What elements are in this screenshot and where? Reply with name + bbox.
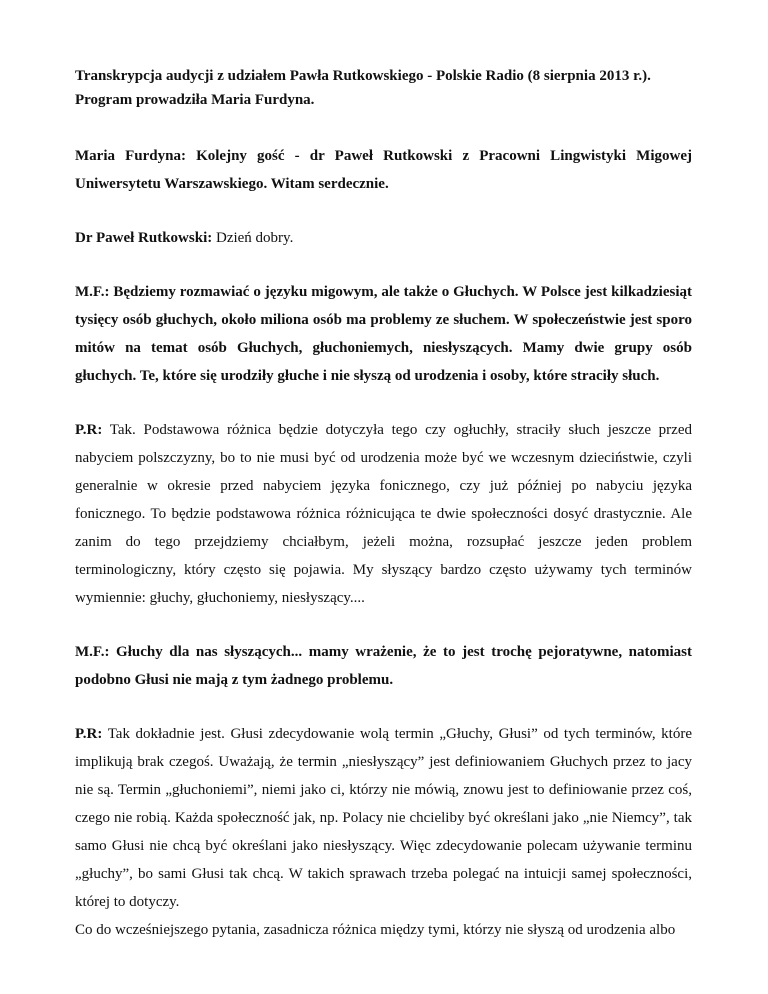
speaker-label: Dr Paweł Rutkowski: <box>75 230 213 246</box>
header-line-1: Transkrypcja audycji z udziałem Pawła Rutkowskiego - Polskie Radio (8 sierpnia 2013 r.). <box>75 68 651 84</box>
document-page <box>75 64 692 944</box>
speaker-label: P.R: <box>75 422 103 438</box>
document-header <box>75 64 692 112</box>
paragraph-pr-answer-1 <box>75 416 692 612</box>
paragraph-pr-continuation: Co do wcześniejszego pytania, zasadnicza różnica między tymi, którzy nie słyszą od urodzenia albo <box>75 922 676 938</box>
paragraph-pr-answer-2 <box>75 720 692 916</box>
header-line-2: Program prowadziła Maria Furdyna. <box>75 92 315 108</box>
paragraph-pr-greeting <box>75 224 692 252</box>
paragraph-mf-question-2: M.F.: Głuchy dla nas słyszących... mamy wrażenie, że to jest trochę pejoratywne, natomiast podobno Głusi nie mają z tym żadnego problemu. <box>75 644 692 688</box>
speaker-text: Tak dokładnie jest. Głusi zdecydowanie wolą termin „Głuchy, Głusi” od tych terminów, które implikują brak czegoś. Uważają, że termin „niesłyszący” jest definiowaniem Głuchych przez to jacy nie są. Termin „głuchoniemi”, niemi jako ci, którzy nie mówią, znowu jest to definiowanie przez coś, czego nie robią. Każda społeczność jak, np. Polacy nie chcieliby być określani jako „nie Niemcy”, tak samo Głusi nie chcą być określani jako niesłyszący. Więc zdecydowanie polecam używanie terminu „głuchy”, bo sami Głusi tak chcą. W takich sprawach trzeba polegać na intuicji samej społeczności, której to dotyczy. <box>75 726 692 910</box>
paragraph-mf-intro: Maria Furdyna: Kolejny gość - dr Paweł Rutkowski z Pracowni Lingwistyki Migowej Uniwersytetu Warszawskiego. Witam serdecznie. <box>75 148 692 192</box>
paragraph-mf-question-1: M.F.: Będziemy rozmawiać o języku migowym, ale także o Głuchych. W Polsce jest kilkadziesiąt tysięcy osób głuchych, około miliona osób ma problemy ze słuchem. W społeczeństwie jest sporo mitów na temat osób Głuchych, głuchoniemych, niesłyszących. Mamy dwie grupy osób głuchych. Te, które się urodziły głuche i nie słyszą od urodzenia i osoby, które straciły słuch. <box>75 284 692 384</box>
speaker-text: Tak. Podstawowa różnica będzie dotyczyła tego czy ogłuchły, straciły słuch jeszcze przed nabyciem polszczyzny, bo to nie musi być od urodzenia może być we wczesnym dzieciństwie, czyli generalnie w okresie przed nabyciem języka fonicznego, czy już później po nabyciu języka fonicznego. To będzie podstawowa różnica różnicująca te dwie społeczności dosyć drastycznie. Ale zanim do tego przejdziemy chciałbym, jeżeli można, rozsupłać jeszcze jeden problem terminologiczny, który często się pojawia. My słyszący bardzo często używamy tych terminów wymiennie: głuchy, głuchoniemy, niesłyszący.... <box>75 422 692 606</box>
speaker-label: P.R: <box>75 726 103 742</box>
speaker-text: Dzień dobry. <box>212 230 294 246</box>
